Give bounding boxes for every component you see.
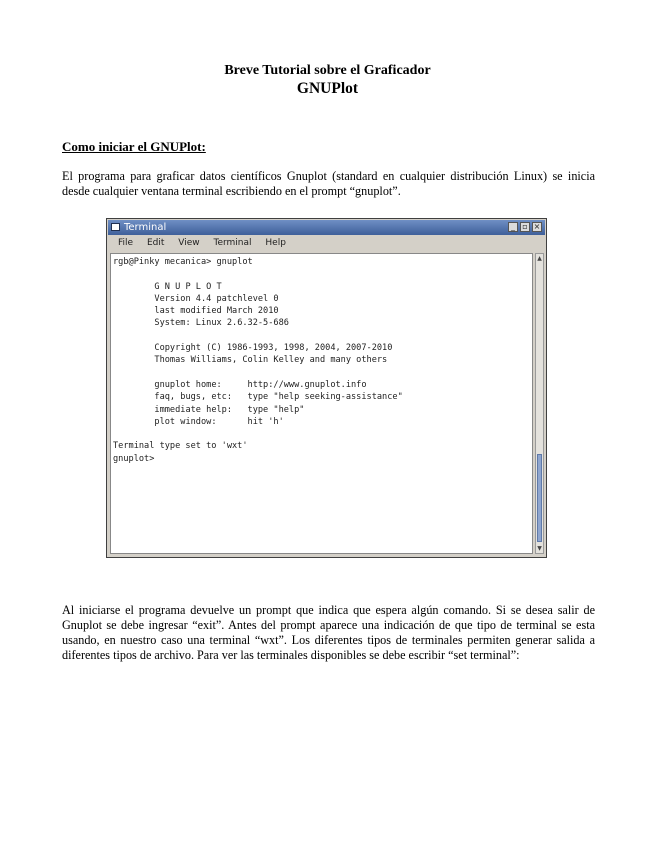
- terminal-output: rgb@Pinky mecanica> gnuplot G N U P L O T Version 4.4 patchlevel 0 last modified March 2010 System: Linux 2.6.32-5-686 Copyright (C) 1986-1993, 1998, 2004, 2007-2010 Thomas Williams, Colin Kelley and many others gnuplot home: http://www.gnuplot.info faq, bugs, etc: type "help seeking-assistance" immediate help: type "help" plot window: hit 'h' Terminal type set to 'wxt' gnuplot>: [113, 257, 403, 464]
- terminal-titlebar: [108, 220, 545, 235]
- terminal-output-area: [110, 253, 533, 554]
- menu-view: View: [178, 238, 200, 248]
- title-line-2: GNUPlot: [296, 80, 359, 97]
- section-heading: Como iniciar el GNUPlot:: [62, 139, 206, 154]
- scroll-up-icon: ▲: [537, 255, 542, 262]
- menu-edit: Edit: [146, 238, 165, 248]
- scroll-down-icon: ▼: [537, 545, 542, 552]
- terminal-menubar: [109, 236, 544, 250]
- maximize-icon: ▫: [520, 222, 530, 232]
- menu-terminal: Terminal: [213, 238, 252, 248]
- explanation-paragraph: Al iniciarse el programa devuelve un prompt que indica que espera algún comando. Si se desea salir de Gnuplot se debe ingresar “exit”. Antes del prompt aparece una indicación de que tipo de terminal se esta usando, en nuestro caso una terminal “wxt”. Los diferentes tipos de terminales permiten generar salida a diferentes tipos de archivo. Para ver las terminales disponibles se debe escribir “set terminal”:: [62, 603, 595, 662]
- terminal-scrollbar: [535, 253, 544, 554]
- minimize-icon: _: [508, 222, 518, 232]
- menu-help: Help: [265, 238, 286, 248]
- intro-paragraph: El programa para graficar datos científicos Gnuplot (standard en cualquier distribución Linux) se inicia desde cualquier ventana terminal escribiendo en el prompt “gnuplot”.: [62, 169, 595, 198]
- document-title: [0, 62, 655, 98]
- title-line-1: Breve Tutorial sobre el Graficador: [224, 63, 431, 78]
- terminal-icon: [111, 223, 120, 231]
- menu-file: File: [118, 238, 134, 248]
- scrollbar-thumb: [537, 454, 542, 542]
- close-icon: ×: [533, 222, 541, 231]
- terminal-screenshot: [106, 218, 547, 558]
- terminal-title: Terminal: [124, 222, 167, 233]
